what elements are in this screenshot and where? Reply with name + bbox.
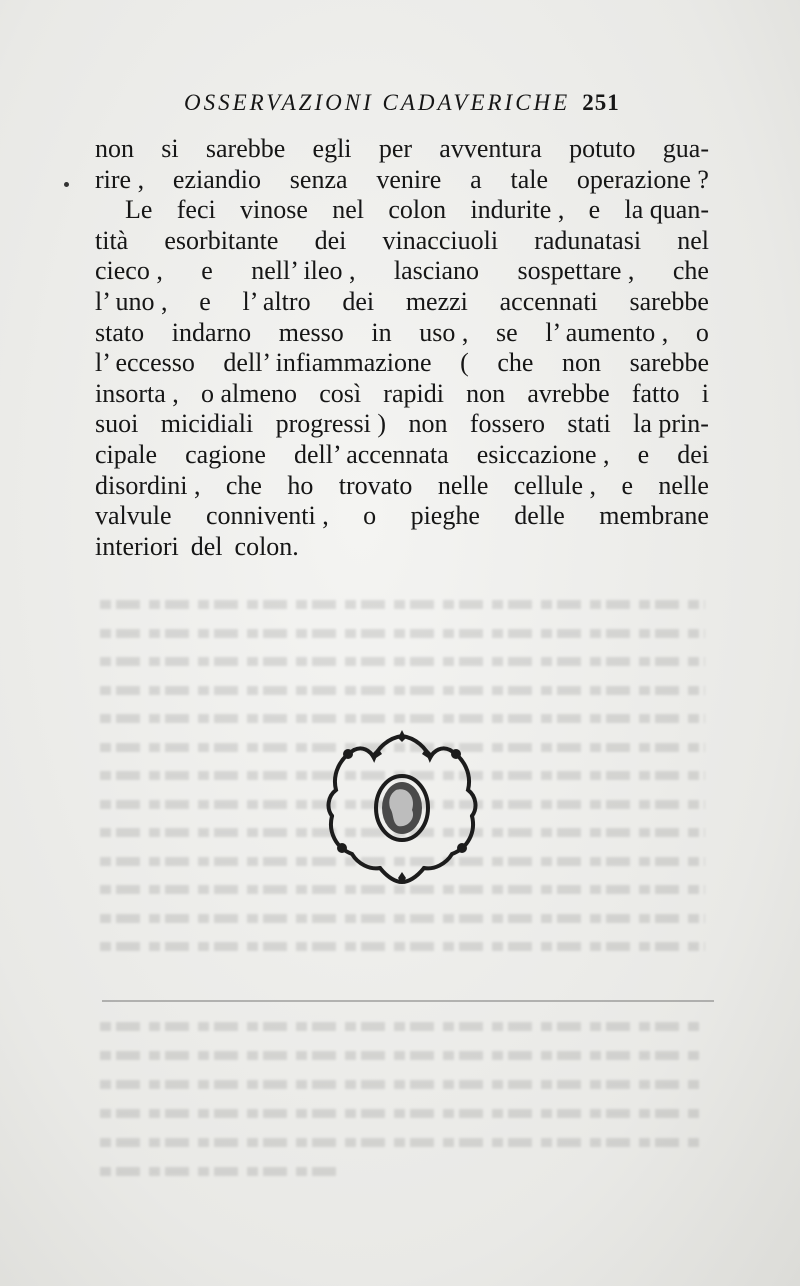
- bleed-line: [100, 657, 705, 666]
- word: valvule: [95, 501, 172, 531]
- word: cellule ,: [513, 470, 597, 500]
- word: dei: [314, 225, 347, 255]
- word: tale: [510, 164, 549, 194]
- word: del: [190, 531, 223, 561]
- word: dei: [342, 286, 375, 316]
- word: gua-: [662, 134, 709, 163]
- word: la quan-: [624, 195, 709, 225]
- word: e: [201, 256, 213, 286]
- word: nelle: [658, 470, 709, 500]
- bleed-line: [100, 600, 705, 609]
- word: colon.: [234, 531, 299, 561]
- word: micidiali: [160, 409, 254, 439]
- text-line: [95, 409, 709, 440]
- word: non: [95, 134, 134, 163]
- word: suoi: [95, 409, 139, 439]
- word: fossero: [469, 409, 545, 439]
- word: in: [371, 317, 392, 347]
- word: i: [701, 378, 709, 408]
- word: dei: [677, 439, 709, 469]
- word: egli: [312, 134, 352, 163]
- word: per: [378, 134, 413, 163]
- word: l’ altro: [242, 286, 311, 316]
- word: uso ,: [419, 317, 469, 347]
- text-line: [95, 134, 709, 165]
- word: e: [199, 286, 211, 316]
- word: cipale: [95, 439, 158, 469]
- word: conniventi ,: [205, 501, 329, 531]
- word: senza: [289, 164, 348, 194]
- word: progressi ): [275, 409, 387, 439]
- word: radunatasi: [534, 225, 642, 255]
- word: nel: [677, 225, 709, 255]
- word: stato: [95, 317, 145, 347]
- word: colon: [388, 195, 447, 225]
- word: potuto: [569, 134, 636, 163]
- word: messo: [278, 317, 344, 347]
- footnote-rule: [102, 1000, 714, 1002]
- text-line: [95, 501, 709, 532]
- word: nelle: [437, 470, 489, 500]
- cameo-ornament-icon: [318, 728, 486, 888]
- text-line: [95, 471, 709, 502]
- word: lasciano: [393, 256, 480, 286]
- word: e: [588, 195, 601, 225]
- word: insorta ,: [95, 378, 179, 408]
- word: ho: [287, 470, 314, 500]
- word: sarebbe: [629, 348, 709, 378]
- word: si: [161, 134, 179, 163]
- word: e: [637, 439, 650, 469]
- word: accennati: [499, 286, 598, 316]
- word: o almeno: [200, 378, 297, 408]
- word: sospettare ,: [517, 256, 635, 286]
- running-header: [184, 90, 674, 116]
- word: delle: [514, 501, 565, 531]
- word: dell’ infiammazione: [223, 348, 432, 378]
- word: mezzi: [405, 286, 468, 316]
- text-line: [95, 256, 709, 287]
- word: nell’ ileo ,: [251, 256, 356, 286]
- word: dell’ accennata: [294, 439, 449, 469]
- word: l’ aumento ,: [545, 317, 669, 347]
- word: fatto: [631, 378, 680, 408]
- word: che: [497, 348, 534, 378]
- bleed-line: [100, 1080, 700, 1089]
- word: che: [225, 470, 262, 500]
- running-title: OSSERVAZIONI CADAVERICHE: [184, 90, 571, 115]
- text-line: [95, 348, 709, 379]
- text-line: [95, 532, 709, 563]
- bleed-line: [100, 942, 705, 951]
- word: tità: [95, 225, 129, 255]
- word: interiori: [95, 531, 179, 561]
- text-line: [95, 440, 709, 471]
- text-line: [95, 226, 709, 257]
- word: membrane: [599, 501, 709, 531]
- word: stati: [567, 409, 611, 439]
- bleed-line: [100, 914, 705, 923]
- bleed-line: [100, 686, 705, 695]
- word: l’ eccesso: [95, 348, 195, 378]
- bleed-line: [100, 1138, 700, 1147]
- word: indarno: [171, 317, 252, 347]
- bleed-line: [100, 714, 705, 723]
- word: sarebbe: [629, 286, 709, 316]
- word: pieghe: [410, 501, 480, 531]
- word: disordini ,: [95, 470, 201, 500]
- text-line: [95, 379, 709, 410]
- word: rire ,: [95, 164, 145, 194]
- word: che: [672, 256, 709, 286]
- word: non: [466, 378, 506, 408]
- bleed-line: [100, 1109, 700, 1118]
- word: trovato: [338, 470, 413, 500]
- page-number: 251: [582, 90, 620, 115]
- word: vinacciuoli: [382, 225, 499, 255]
- word: a: [470, 164, 482, 194]
- word: o: [695, 317, 709, 347]
- word: cieco ,: [95, 256, 163, 286]
- text-line: [95, 287, 709, 318]
- word: se: [496, 317, 518, 347]
- word: operazione ?: [576, 164, 709, 194]
- word: (: [460, 348, 469, 378]
- word: avrebbe: [527, 378, 610, 408]
- word: feci: [176, 195, 216, 225]
- word: così: [319, 378, 362, 408]
- word: vinose: [240, 195, 308, 225]
- word: rapidi: [383, 378, 444, 408]
- word: avventura: [439, 134, 542, 163]
- word: venire: [376, 164, 442, 194]
- word: eziandio: [172, 164, 261, 194]
- word: la prin-: [633, 409, 709, 439]
- word: esorbitante: [164, 225, 279, 255]
- bleed-line: [100, 1167, 340, 1176]
- bleed-line: [100, 1022, 700, 1031]
- word: non: [562, 348, 602, 378]
- word: non: [408, 409, 448, 439]
- word: nel: [332, 195, 365, 225]
- bleed-line: [100, 1051, 700, 1060]
- word: indurite ,: [470, 195, 565, 225]
- word: cagione: [185, 439, 266, 469]
- text-line: [95, 165, 709, 196]
- word: o: [363, 501, 377, 531]
- text-line: [95, 195, 709, 226]
- text-line: [95, 318, 709, 349]
- margin-mark: [64, 182, 69, 187]
- word: sarebbe: [205, 134, 286, 163]
- body-text: [95, 134, 709, 562]
- word: l’ uno ,: [95, 286, 168, 316]
- word: e: [621, 470, 634, 500]
- bleed-line: [100, 629, 705, 638]
- word: esiccazione ,: [476, 439, 610, 469]
- word: Le: [125, 195, 153, 225]
